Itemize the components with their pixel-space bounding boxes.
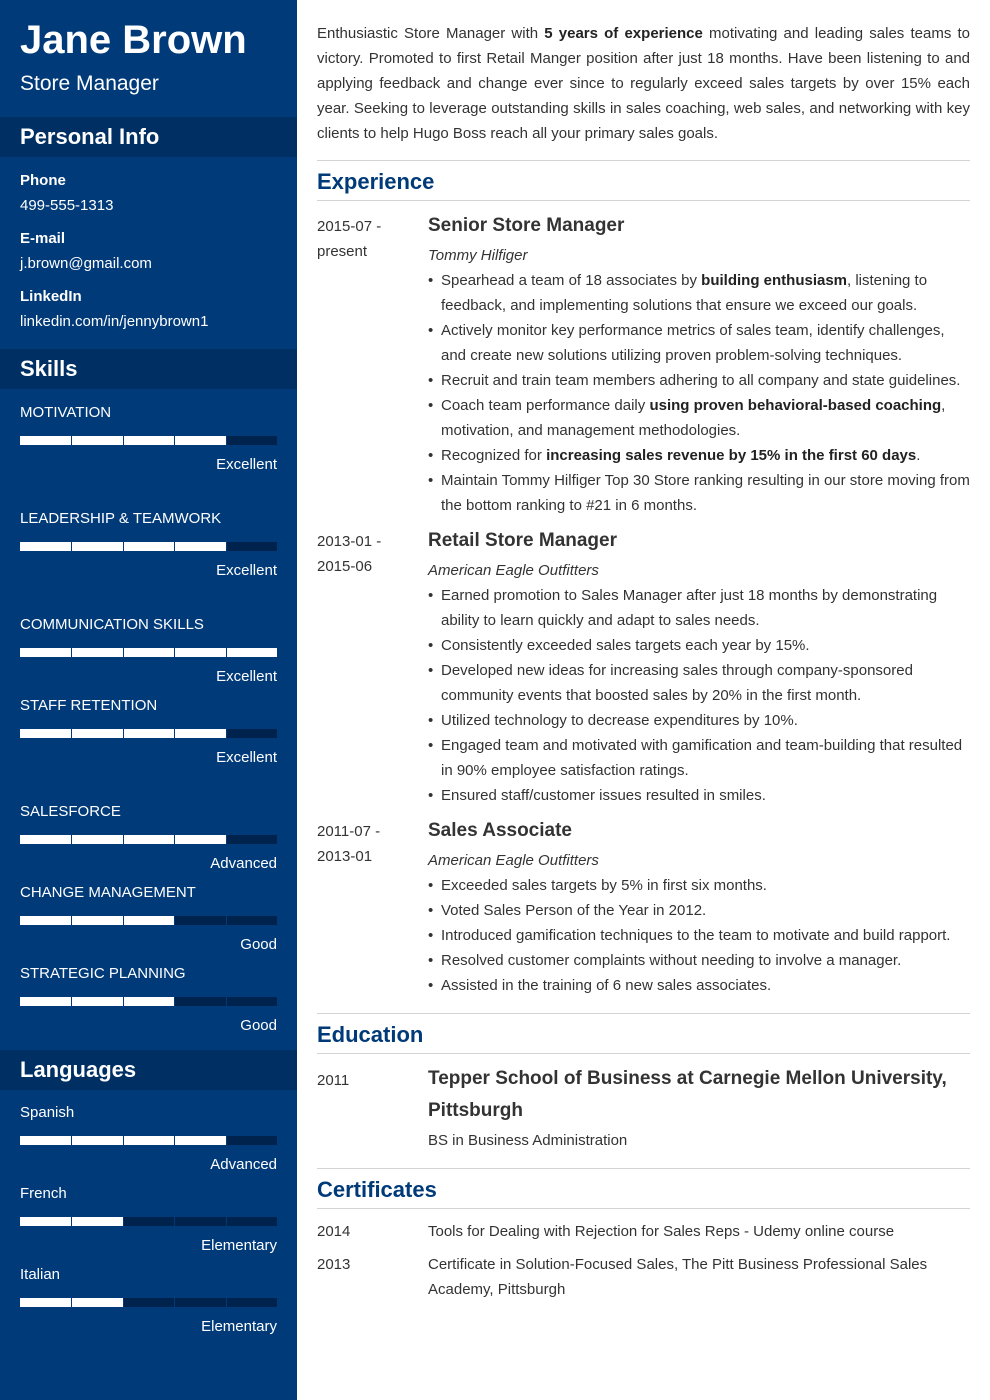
job-bullet bbox=[428, 658, 973, 708]
bullet-text: Ensured staff/customer issues resulted in smiles. bbox=[441, 787, 766, 804]
skill-level: Excellent bbox=[216, 562, 277, 579]
job-title: Sales Associate bbox=[428, 820, 572, 841]
divider bbox=[317, 1013, 970, 1014]
rating-segment-divider bbox=[226, 542, 227, 551]
rating-segment-divider bbox=[71, 997, 72, 1006]
rating-segment-divider bbox=[123, 542, 124, 551]
skill-item bbox=[20, 615, 277, 687]
skill-level: Good bbox=[240, 1017, 277, 1034]
linkedin-link[interactable]: linkedin.com/in/jennybrown1 bbox=[20, 313, 209, 330]
phone-value: 499-555-1313 bbox=[20, 197, 114, 214]
bullet-highlight: increasing sales revenue by 15% in the first 60 days bbox=[546, 447, 917, 464]
skill-rating-fill bbox=[20, 997, 174, 1006]
skill-name: COMMUNICATION SKILLS bbox=[20, 616, 204, 633]
education-heading: Education bbox=[317, 1022, 424, 1047]
experience-heading: Experience bbox=[317, 169, 435, 194]
divider bbox=[317, 200, 970, 201]
divider bbox=[317, 160, 970, 161]
rating-segment-divider bbox=[71, 835, 72, 844]
languages-heading: Languages bbox=[0, 1050, 297, 1090]
education-year: 2011 bbox=[317, 1072, 350, 1089]
skill-name: CHANGE MANAGEMENT bbox=[20, 884, 196, 901]
bullet-text: Recruit and train team members adhering to all company and state guidelines. bbox=[441, 372, 961, 389]
rating-segment-divider bbox=[174, 1136, 175, 1145]
job-date-end: 2015-06 bbox=[317, 558, 373, 575]
bullet-text: Engaged team and motivated with gamification and team-building that resulted in 90% employee satisfaction ratings. bbox=[441, 737, 963, 779]
job-bullet bbox=[428, 393, 973, 443]
job-bullet bbox=[428, 583, 973, 633]
job-company: Tommy Hilfiger bbox=[428, 247, 528, 264]
skill-level: Excellent bbox=[216, 456, 277, 473]
skill-rating-bar bbox=[20, 729, 277, 738]
candidate-title: Store Manager bbox=[20, 72, 159, 95]
rating-segment-divider bbox=[174, 1298, 175, 1307]
job-date bbox=[317, 214, 417, 264]
job-title: Senior Store Manager bbox=[428, 215, 625, 236]
divider bbox=[317, 1168, 970, 1169]
skill-level: Excellent bbox=[216, 749, 277, 766]
linkedin-label: LinkedIn bbox=[20, 288, 82, 305]
job-title: Retail Store Manager bbox=[428, 530, 617, 551]
job-bullet bbox=[428, 733, 973, 783]
skill-level: Advanced bbox=[210, 855, 277, 872]
bullet-text: Earned promotion to Sales Manager after just 18 months by demonstrating ability to learn quickly and adapt to sales needs. bbox=[441, 587, 938, 629]
skill-rating-bar bbox=[20, 997, 277, 1006]
job-bullet bbox=[428, 973, 973, 998]
skill-item bbox=[20, 403, 277, 475]
email-link[interactable]: j.brown@gmail.com bbox=[20, 255, 152, 272]
job-date bbox=[317, 529, 417, 579]
rating-segment-divider bbox=[226, 1217, 227, 1226]
job-date-start: 2013-01 - bbox=[317, 533, 382, 550]
bullet-text: , motivation, and management methodologies. bbox=[441, 397, 946, 439]
bullet-text: , listening to feedback, and implementing solutions that ensure we exceed our goals. bbox=[441, 272, 928, 314]
rating-segment-divider bbox=[226, 729, 227, 738]
job-bullet bbox=[428, 708, 973, 733]
job-bullet bbox=[428, 468, 973, 518]
certificates-heading: Certificates bbox=[317, 1177, 437, 1202]
email-label: E-mail bbox=[20, 230, 66, 247]
rating-segment-divider bbox=[71, 1217, 72, 1226]
job-bullet bbox=[428, 873, 973, 898]
skill-name: STRATEGIC PLANNING bbox=[20, 965, 186, 982]
rating-segment-divider bbox=[71, 729, 72, 738]
rating-segment-divider bbox=[71, 1298, 72, 1307]
rating-segment-divider bbox=[174, 1217, 175, 1226]
summary-highlight: 5 years of experience bbox=[544, 25, 703, 42]
language-name: Italian bbox=[20, 1266, 61, 1283]
job-bullets bbox=[428, 268, 973, 518]
skill-name: SALESFORCE bbox=[20, 803, 121, 820]
divider bbox=[317, 1208, 970, 1209]
rating-segment-divider bbox=[71, 542, 72, 551]
rating-segment-divider bbox=[174, 436, 175, 445]
certificate-year: 2014 bbox=[317, 1223, 351, 1240]
bullet-text: Coach team performance daily bbox=[441, 397, 650, 414]
bullet-text: Consistently exceeded sales targets each year by 15%. bbox=[441, 637, 810, 654]
summary-text: Enthusiastic Store Manager with bbox=[317, 25, 545, 42]
skill-name: STAFF RETENTION bbox=[20, 697, 158, 714]
rating-segment-divider bbox=[226, 648, 227, 657]
language-rating-bar bbox=[20, 1217, 277, 1226]
rating-segment-divider bbox=[226, 835, 227, 844]
summary bbox=[317, 21, 970, 146]
job-company: American Eagle Outfitters bbox=[428, 852, 599, 869]
rating-segment-divider bbox=[174, 542, 175, 551]
skill-item bbox=[20, 509, 277, 581]
rating-segment-divider bbox=[71, 916, 72, 925]
bullet-text: Exceeded sales targets by 5% in first six months. bbox=[441, 877, 767, 894]
job-date bbox=[317, 819, 417, 869]
bullet-text: Recognized for bbox=[441, 447, 547, 464]
bullet-highlight: using proven behavioral-based coaching bbox=[649, 397, 942, 414]
job-bullet bbox=[428, 268, 973, 318]
rating-segment-divider bbox=[226, 436, 227, 445]
phone-label: Phone bbox=[20, 172, 66, 189]
bullet-text: Voted Sales Person of the Year in 2012. bbox=[441, 902, 707, 919]
rating-segment-divider bbox=[71, 436, 72, 445]
bullet-text: Actively monitor key performance metrics of sales team, identify challenges, and create new solutions utilizing proven problem-solving techniques. bbox=[441, 322, 945, 364]
rating-segment-divider bbox=[174, 729, 175, 738]
rating-segment-divider bbox=[174, 648, 175, 657]
skill-name: LEADERSHIP & TEAMWORK bbox=[20, 510, 222, 527]
language-item bbox=[20, 1103, 277, 1175]
job-bullets bbox=[428, 873, 973, 998]
rating-segment-divider bbox=[123, 835, 124, 844]
rating-segment-divider bbox=[226, 1298, 227, 1307]
skill-rating-bar bbox=[20, 835, 277, 844]
skill-level: Excellent bbox=[216, 668, 277, 685]
job-date-start: 2015-07 - bbox=[317, 218, 382, 235]
rating-segment-divider bbox=[71, 648, 72, 657]
language-item bbox=[20, 1265, 277, 1337]
bullet-text: Assisted in the training of 6 new sales associates. bbox=[441, 977, 772, 994]
language-level: Elementary bbox=[201, 1318, 277, 1335]
rating-segment-divider bbox=[123, 1298, 124, 1307]
certificate-name: Tools for Dealing with Rejection for Sales Reps - Udemy online course bbox=[428, 1223, 895, 1240]
certificate-year: 2013 bbox=[317, 1256, 351, 1273]
rating-segment-divider bbox=[226, 916, 227, 925]
summary-text: motivating and leading sales teams to victory. Promoted to first Retail Manger position after just 18 months. Have been listening to and applying feedback and change ever since to regularly exceed sales targets by over 15% each year. Seeking to leverage outstanding skills in sales coaching, web sales, and networking with key clients to help Hugo Boss reach all your primary sales goals. bbox=[317, 25, 970, 142]
rating-segment-divider bbox=[71, 1136, 72, 1145]
skill-rating-bar bbox=[20, 542, 277, 551]
job-date-start: 2011-07 - bbox=[317, 823, 381, 840]
language-level: Advanced bbox=[210, 1156, 277, 1173]
rating-segment-divider bbox=[174, 916, 175, 925]
bullet-text: Utilized technology to decrease expenditures by 10%. bbox=[441, 712, 798, 729]
language-rating-bar bbox=[20, 1298, 277, 1307]
rating-segment-divider bbox=[226, 997, 227, 1006]
sidebar bbox=[0, 0, 297, 1400]
language-name: Spanish bbox=[20, 1104, 75, 1121]
bullet-text: Developed new ideas for increasing sales through company-sponsored community events that boosted sales by 20% in the first month. bbox=[441, 662, 913, 704]
language-item bbox=[20, 1184, 277, 1256]
skill-name: MOTIVATION bbox=[20, 404, 112, 421]
job-bullet bbox=[428, 948, 973, 973]
skill-item bbox=[20, 802, 277, 874]
skill-level: Good bbox=[240, 936, 277, 953]
job-bullet bbox=[428, 443, 973, 468]
education-degree: BS in Business Administration bbox=[428, 1132, 628, 1149]
language-name: French bbox=[20, 1185, 67, 1202]
rating-segment-divider bbox=[123, 729, 124, 738]
skill-rating-bar bbox=[20, 436, 277, 445]
rating-segment-divider bbox=[123, 1217, 124, 1226]
bullet-text: Resolved customer complaints without needing to involve a manager. bbox=[441, 952, 902, 969]
rating-segment-divider bbox=[123, 916, 124, 925]
job-bullet bbox=[428, 368, 973, 393]
skill-item bbox=[20, 696, 277, 768]
rating-segment-divider bbox=[174, 835, 175, 844]
skill-rating-bar bbox=[20, 916, 277, 925]
personal-info-heading: Personal Info bbox=[0, 117, 297, 157]
skill-item bbox=[20, 964, 277, 1036]
job-bullet bbox=[428, 898, 973, 923]
rating-segment-divider bbox=[123, 997, 124, 1006]
bullet-text: . bbox=[916, 447, 921, 464]
skills-heading: Skills bbox=[0, 349, 297, 389]
skill-rating-bar bbox=[20, 648, 277, 657]
certificate-name: Certificate in Solution-Focused Sales, The Pitt Business Professional Sales Academy, Pittsburgh bbox=[428, 1256, 928, 1298]
job-bullet bbox=[428, 633, 973, 658]
language-rating-bar bbox=[20, 1136, 277, 1145]
job-bullet bbox=[428, 783, 973, 808]
bullet-text: Spearhead a team of 18 associates by bbox=[441, 272, 702, 289]
rating-segment-divider bbox=[174, 997, 175, 1006]
job-bullet bbox=[428, 318, 973, 368]
bullet-highlight: building enthusiasm bbox=[701, 272, 848, 289]
education-school: Tepper School of Business at Carnegie Mellon University, Pittsburgh bbox=[428, 1068, 947, 1121]
bullet-text: Maintain Tommy Hilfiger Top 30 Store ranking resulting in our store moving from the bottom ranking to #21 in 6 months. bbox=[441, 472, 970, 514]
job-company: American Eagle Outfitters bbox=[428, 562, 599, 579]
bullet-text: Introduced gamification techniques to the team to motivate and build rapport. bbox=[441, 927, 951, 944]
job-date-end: present bbox=[317, 243, 368, 260]
skill-item bbox=[20, 883, 277, 955]
skill-rating-fill bbox=[20, 648, 277, 657]
language-level: Elementary bbox=[201, 1237, 277, 1254]
divider bbox=[317, 1053, 970, 1054]
job-bullet bbox=[428, 923, 973, 948]
job-date-end: 2013-01 bbox=[317, 848, 373, 865]
rating-segment-divider bbox=[123, 436, 124, 445]
skill-rating-fill bbox=[20, 916, 174, 925]
rating-segment-divider bbox=[123, 648, 124, 657]
rating-segment-divider bbox=[226, 1136, 227, 1145]
candidate-name: Jane Brown bbox=[20, 18, 247, 62]
rating-segment-divider bbox=[123, 1136, 124, 1145]
job-bullets bbox=[428, 583, 973, 808]
